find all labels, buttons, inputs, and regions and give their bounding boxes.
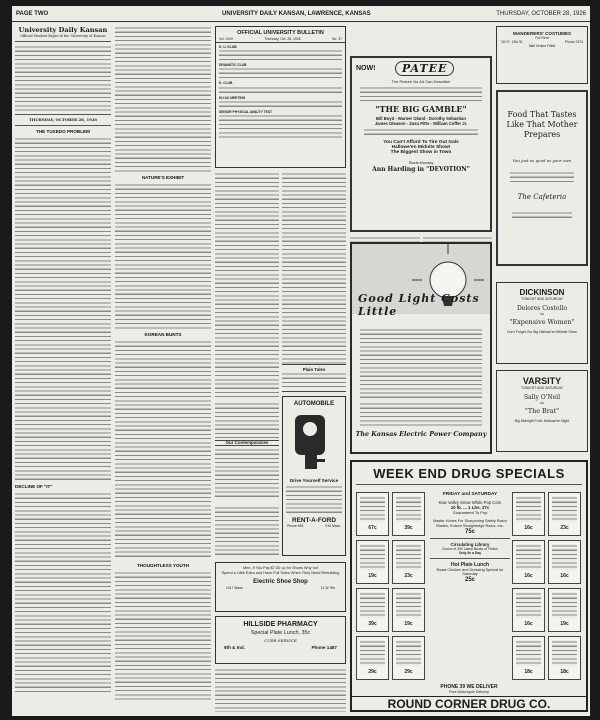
patee-line1: You Can't Afford To Tire Out Gals [383, 140, 459, 145]
hillside-addr: 9th & Ind. [224, 645, 245, 650]
product-item [392, 492, 425, 536]
product-price: 23c [560, 525, 569, 531]
drug-library-price: Only 5c a Day [458, 550, 482, 555]
varsity-film: "The Brat" [524, 407, 560, 415]
shoe-line1: Men, If You Pay $7.00 up for Shoes Why not [243, 566, 318, 570]
bulletin-date: Thursday, Oct. 28, 1926 [264, 37, 301, 41]
official-bulletin [215, 26, 346, 168]
dickinson-in: in [540, 312, 544, 316]
hillside-curb: CURB SERVICE [264, 638, 297, 643]
patee-starts: Starts Monday [408, 161, 434, 165]
product-item [392, 588, 425, 632]
shoe-shop-name: Electric Shoe Shop [253, 579, 308, 585]
staff-box [15, 45, 111, 111]
product-price: 23c [404, 573, 413, 579]
automobile-ad [282, 396, 346, 556]
drug-library-text: Choice of 300 Latest Books of Fiction [441, 546, 499, 551]
patee-logo: PATEE [395, 61, 454, 76]
patee-tagline: The Picture No Ad Can Describe! [391, 79, 451, 84]
bulletin-item: KU KU MEETING [219, 95, 246, 100]
editorial-text [15, 137, 111, 481]
dickinson-note: Don't Forget Our Big Hallowe'en Midnite Show [507, 330, 577, 334]
dickinson-film: "Expensive Women" [509, 318, 575, 326]
electric-headline: Good Light Costs Little [358, 292, 480, 318]
bulletin-vol: Vol. XXIII [219, 37, 233, 41]
bulletin-item: SENIOR PHYSICAL ABILITY TEST [219, 109, 273, 114]
car-key-icon [283, 411, 345, 475]
drug-hot-lunch: Hot Plate Lunch [450, 561, 490, 568]
product-item [356, 540, 389, 584]
drug-item2: Master Hones For Sharpening Safety Razor Blades, Kutzen Straightedge Razor, etc. [433, 519, 507, 528]
shoe-line2: Spend a Little Extra and Have Full Soles When They Need Rebuilding [221, 571, 340, 575]
wanderers-title: WANDERERS' COSTUMES [512, 31, 572, 36]
product-price: 16c [524, 573, 533, 579]
shoe-addr-right: 11 W. 9th [320, 586, 335, 590]
product-grid-left [356, 492, 426, 682]
patee-line2: Hallowe'en Midnite Show! [391, 145, 451, 150]
editorial-text [115, 571, 211, 701]
auto-tag: Drive Yourself Service [289, 478, 339, 483]
bulletin-title: OFFICIAL UNIVERSITY BULLETIN [237, 30, 324, 36]
product-price: 18c [524, 669, 533, 675]
product-item [548, 540, 581, 584]
varsity-name: VARSITY [522, 376, 562, 386]
page-number: PAGE TWO [16, 11, 49, 17]
product-item [512, 540, 545, 584]
auto-addr: 916 Mass. [325, 524, 341, 528]
product-price: 39c [368, 621, 377, 627]
masthead-date: THURSDAY, OCTOBER 28, 1926 [496, 11, 586, 17]
wanderers-line: 110 E. 12th St. [501, 40, 524, 44]
product-item [548, 492, 581, 536]
drug-headline: WEEK END DRUG SPECIALS [373, 466, 565, 481]
product-item [392, 636, 425, 680]
wanderers-costumes-ad [496, 26, 588, 84]
varsity-theatre-ad [496, 370, 588, 452]
product-price: 19c [404, 621, 413, 627]
editorial-head-nature: NATURE'S EXHIBIT [141, 175, 185, 180]
hillside-phone: Phone 1487 [311, 645, 337, 650]
patee-devotion: Ann Harding in "DEVOTION" [372, 166, 470, 173]
editorial-text [115, 26, 211, 172]
drug-center-column [430, 492, 510, 682]
product-item [548, 636, 581, 680]
drug-library-title: Circulating Library [450, 541, 490, 547]
bulletin-no: No. 37 [331, 37, 342, 41]
news-column-3b [282, 172, 346, 372]
product-price: 16c [524, 621, 533, 627]
patee-line3: The Biggest Show in Town [390, 150, 452, 155]
patee-cast2: James Gleason - Zasu Pitts - William Coffer Jr. [374, 121, 468, 126]
product-price: 19c [368, 573, 377, 579]
wanderers-line: Phone 2374 [564, 40, 583, 44]
news-column-3 [215, 172, 279, 398]
newspaper-page [12, 6, 590, 716]
hillside-pharmacy-ad [215, 616, 346, 664]
editorial-head-decline: DECLINE OF "IT" [15, 484, 53, 490]
drug-item1: Kaw Valley Snow White Pop Corn [438, 500, 502, 505]
bulletin-item: K. CLUB [219, 81, 233, 86]
news-column-3c [215, 402, 279, 502]
hillside-special: Special Plate Lunch, 35c [250, 630, 311, 636]
product-item [548, 588, 581, 632]
nameplate-title: University Daily Kansan [18, 26, 108, 34]
food-cafe: The Cafeteria [517, 193, 567, 201]
product-price: 19c [560, 621, 569, 627]
drug-item1-price: 10 lb. ... 1 Lbs. 27c [450, 505, 490, 510]
auto-title: AUTOMOBILE [293, 401, 335, 407]
product-item [356, 636, 389, 680]
bulletin-item: DRAMATIC CLUB [219, 63, 247, 68]
product-price: 39c [404, 525, 413, 531]
dickinson-theatre-ad [496, 282, 588, 364]
electric-company: The Kansas Electric Power Company [355, 430, 487, 438]
editorial-text [115, 183, 211, 329]
auto-phone: Phone 653 [287, 524, 304, 528]
editorial-text [15, 492, 111, 692]
food-headline: Food That Tastes Like That Mother Prepares [506, 110, 578, 139]
wanderers-line: Mail Orders Filled [528, 44, 556, 48]
varsity-in: in [540, 401, 544, 405]
drug-free-delivery: Free Motorcycle Delivery [449, 690, 489, 694]
product-item [512, 588, 545, 632]
patee-cast: Bill Boyd - Warner Oland - Dorothy Sebastian [376, 116, 466, 121]
product-item [512, 492, 545, 536]
editorial-column-1 [15, 26, 111, 712]
shoe-shop-ad [215, 562, 346, 612]
editorial-head-tuxedo: THE TUXEDO PROBLEM [36, 129, 90, 135]
product-item [356, 588, 389, 632]
drug-hot-price: 25c [464, 577, 475, 584]
drug-footer: ROUND CORNER DRUG CO. [352, 696, 586, 711]
drug-days: FRIDAY and SATURDAY [442, 492, 498, 497]
wanderers-line: For Rent [535, 36, 549, 40]
round-corner-drug-ad [350, 460, 588, 712]
plain-tales-head: Plain Tales [302, 367, 326, 372]
hillside-name: HILLSIDE PHARMACY [243, 621, 318, 628]
plain-tales [282, 364, 346, 392]
drug-hot-lunch-desc: Roast Chicken and Dressing Special for Saturday [436, 567, 504, 577]
product-price: 16c [560, 573, 569, 579]
dickinson-star: Delores Costello [517, 305, 567, 312]
editorial-head-korean: KOREAN BUNTS [144, 332, 182, 337]
drug-item1-tag: Guaranteed To Pop [452, 510, 488, 515]
masthead-title: UNIVERSITY DAILY KANSAN, LAWRENCE, KANSAS [222, 11, 371, 17]
contemporaries-head: Our Contemporaries [215, 440, 279, 446]
product-price: 16c [524, 525, 533, 531]
product-grid-right [512, 492, 582, 682]
masthead [12, 6, 590, 22]
product-price: 29c [404, 669, 413, 675]
cafeteria-ad [496, 90, 588, 266]
dickinson-sub: TONIGHT AND SATURDAY [521, 297, 563, 301]
patee-feature: "THE BIG GAMBLE" [375, 104, 467, 114]
nameplate-sub: Official Student Paper of the University of Kansas [20, 34, 106, 38]
editorial-column-2 [115, 26, 211, 712]
editorial-text [115, 340, 211, 560]
dickinson-name: DICKINSON [519, 288, 565, 297]
kansas-electric-ad [350, 242, 492, 454]
product-item [392, 540, 425, 584]
varsity-sub: TONIGHT AND SATURDAY [521, 386, 563, 390]
patee-now: NOW! [356, 65, 376, 72]
product-item [356, 492, 389, 536]
drug-item2-price: 75c [464, 528, 475, 535]
varsity-note: Big Midnight Frolic Hallowe'en Night [514, 419, 570, 423]
shoe-addr-left: 1017 Mass. [226, 586, 244, 590]
varsity-star: Sally O'Neil [523, 394, 561, 401]
auto-brand: RENT-A-FORD [291, 517, 337, 524]
product-item [512, 636, 545, 680]
food-mid: You just as good as your own [512, 158, 572, 163]
bulletin-item: K. U. KLUB [219, 45, 237, 49]
product-price: 67c [368, 525, 377, 531]
drug-phone-line: PHONE 39 WE DELIVER [440, 684, 498, 690]
editorial-head-youth: THOUGHTLESS YOUTH [137, 563, 189, 568]
nameplate-date: THURSDAY, OCTOBER 28, 1926 [28, 117, 98, 123]
product-price: 29c [368, 669, 377, 675]
product-price: 18c [560, 669, 569, 675]
patee-theatre-ad [350, 56, 492, 232]
